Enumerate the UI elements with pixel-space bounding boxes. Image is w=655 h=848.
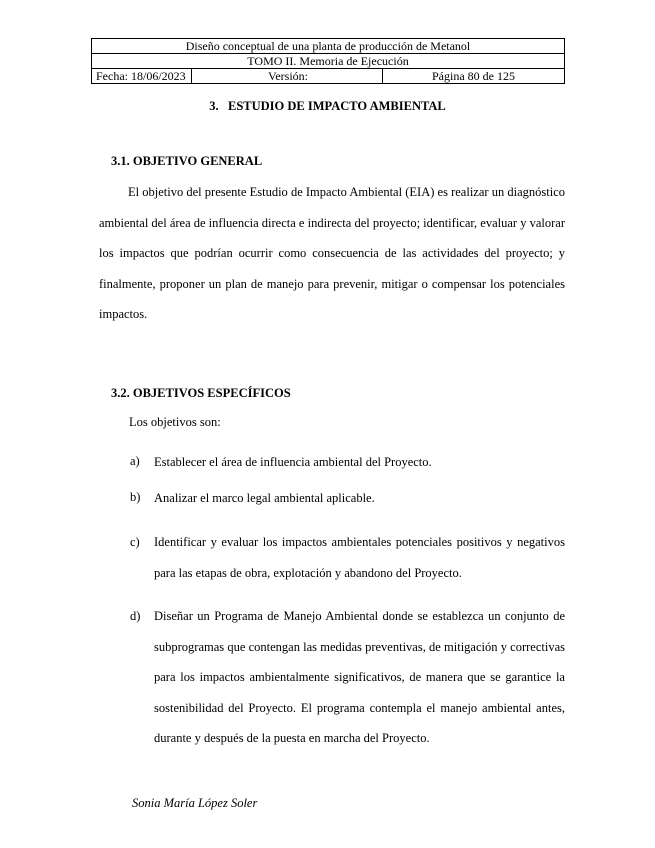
- section-title: 3. ESTUDIO DE IMPACTO AMBIENTAL: [209, 99, 446, 113]
- header-page-number: Página 80 de 125: [383, 69, 565, 84]
- list-item-text: Establecer el área de influencia ambiental del Proyecto.: [154, 455, 432, 469]
- list-item: [130, 490, 565, 506]
- list-item-text: Analizar el marco legal ambiental aplicable.: [154, 491, 375, 505]
- list-marker: c): [130, 535, 140, 549]
- list-marker: d): [130, 609, 141, 623]
- header-title: Diseño conceptual de una planta de producción de Metanol: [92, 39, 565, 54]
- header-table: [91, 38, 565, 84]
- list-item: [130, 454, 565, 470]
- header-version: Versión:: [192, 69, 383, 84]
- list-item-text: Identificar y evaluar los impactos ambientales potenciales positivos y negativos para las etapas de obra, explotación y abandono del Proyecto.: [154, 535, 565, 580]
- list-item: [130, 527, 565, 588]
- heading-general-objective: 3.1. OBJETIVO GENERAL: [111, 154, 263, 168]
- list-marker: a): [130, 454, 140, 468]
- list-marker: b): [130, 490, 141, 504]
- list-item-text: Diseñar un Programa de Manejo Ambiental donde se establezca un conjunto de subprogramas que contengan las medidas preventivas, de mitigación y correctivas para los impactos ambientalmente significativos, de manera que se garantice la sostenibilidad del Proyecto. El programa contempla el manejo ambiental antes, durante y después de la puesta en marcha del Proyecto.: [154, 609, 565, 745]
- general-objective-paragraph: El objetivo del presente Estudio de Impacto Ambiental (EIA) es realizar un diagnóstico ambiental del área de influencia directa e indirecta del proyecto; identificar, evaluar y valorar los impactos que podrían ocurrir como consecuencia de las actividades del proyecto; y finalmente, proponer un plan de manejo para prevenir, mitigar o compensar los potenciales impactos.: [99, 185, 565, 321]
- header-date: Fecha: 18/06/2023: [92, 69, 192, 84]
- objectives-intro: Los objetivos son:: [129, 415, 221, 429]
- footer-author: Sonia María López Soler: [132, 796, 258, 810]
- heading-specific-objectives: 3.2. OBJETIVOS ESPECÍFICOS: [111, 386, 291, 400]
- header-subtitle: TOMO II. Memoria de Ejecución: [92, 54, 565, 69]
- list-item: [130, 601, 565, 754]
